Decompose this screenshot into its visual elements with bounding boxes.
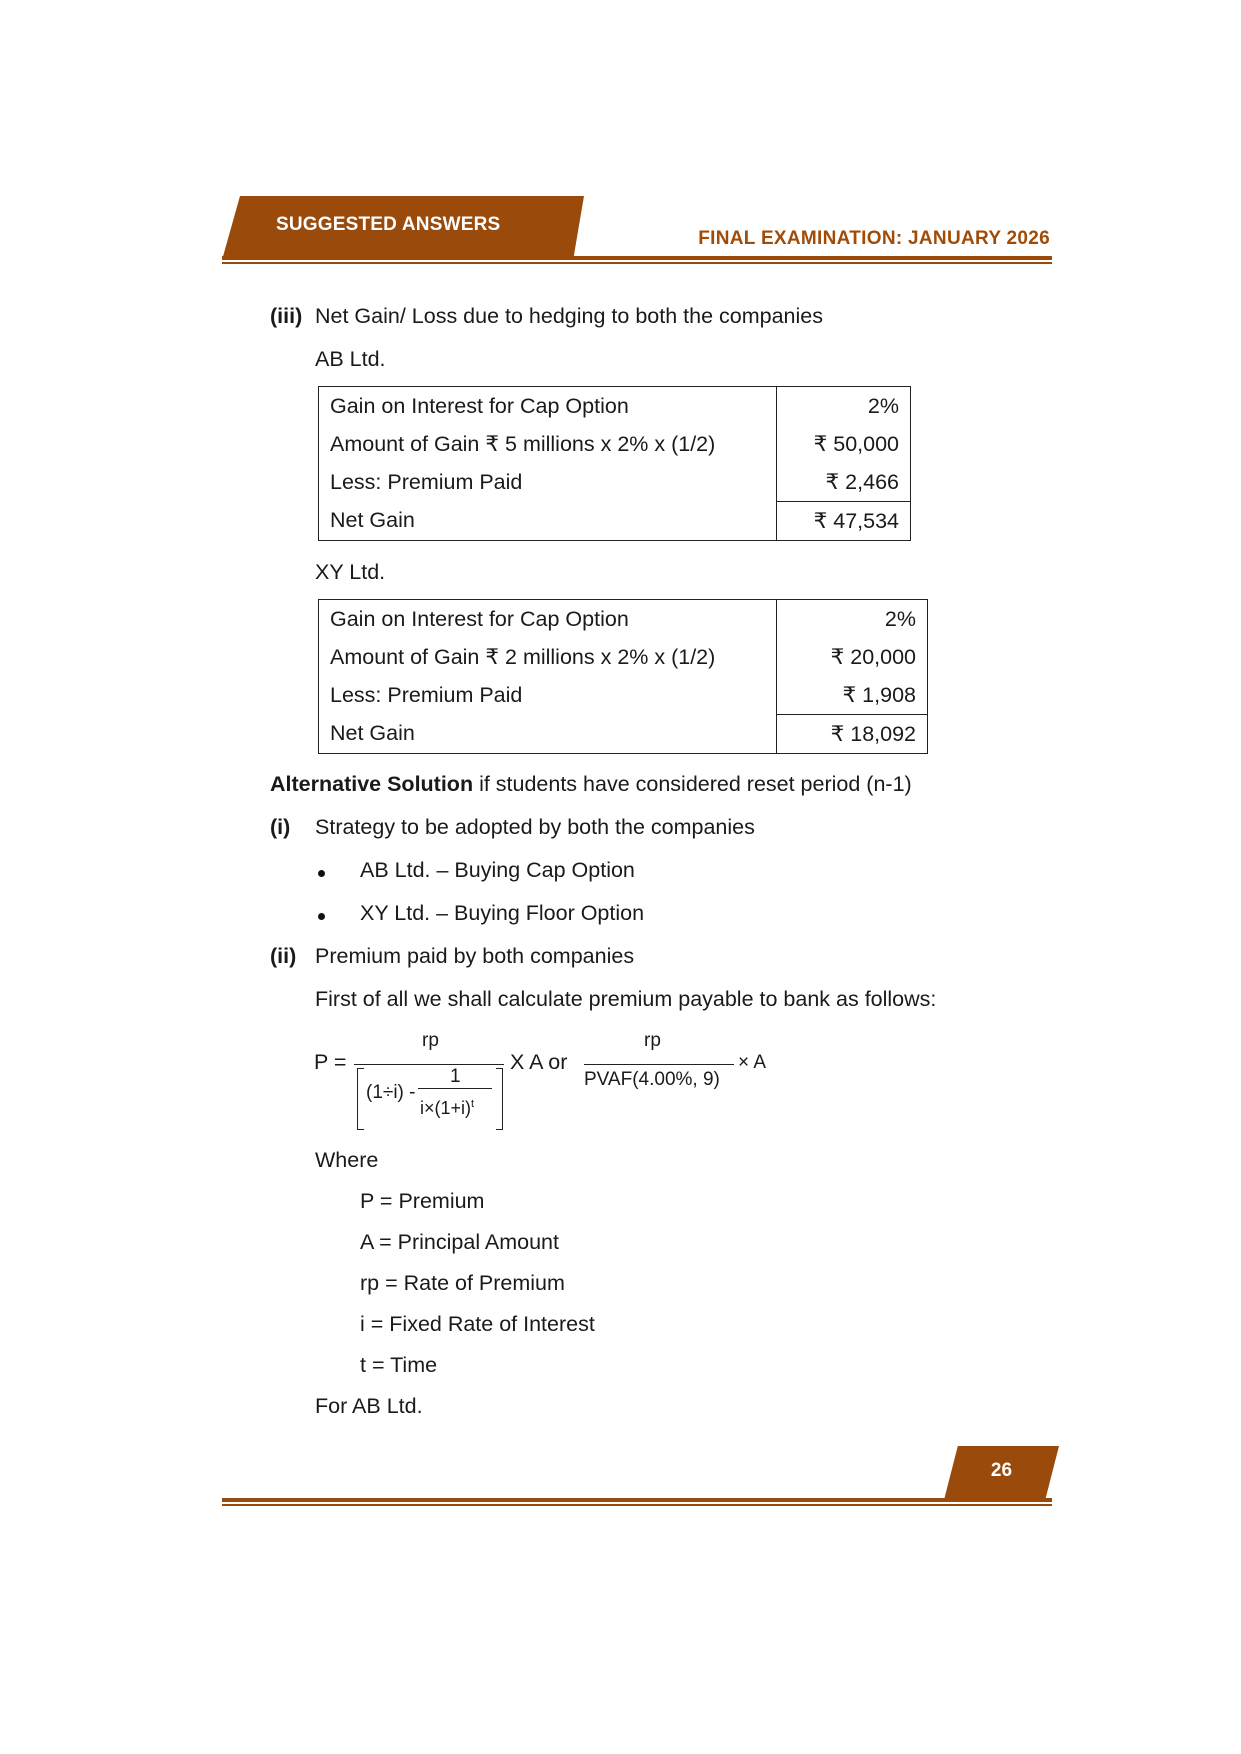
- footer-rule: [222, 1498, 1052, 1502]
- table-cell-value: ₹ 50,000: [777, 425, 911, 463]
- header-left-label: SUGGESTED ANSWERS: [276, 214, 501, 235]
- formula-denominator-2: PVAF(4.00%, 9): [584, 1069, 720, 1090]
- xy-company-label: XY Ltd.: [315, 560, 386, 584]
- formula-fraction-bar: [354, 1064, 504, 1065]
- section-iii-number: (iii): [270, 304, 303, 328]
- table-cell-label: Gain on Interest for Cap Option: [319, 600, 777, 639]
- table-row: [319, 600, 928, 639]
- table-row: [319, 715, 928, 754]
- formula-inner-numerator: 1: [450, 1066, 461, 1087]
- table-cell-label: Gain on Interest for Cap Option: [319, 387, 777, 426]
- definition-item: A = Principal Amount: [360, 1230, 559, 1254]
- table-cell-label: Amount of Gain ₹ 5 millions x 2% x (1/2): [319, 425, 777, 463]
- table-cell-label: Less: Premium Paid: [319, 676, 777, 715]
- table-cell-label: Less: Premium Paid: [319, 463, 777, 502]
- table-row: [319, 676, 928, 715]
- table-cell-label: Amount of Gain ₹ 2 millions x 2% x (1/2): [319, 638, 777, 676]
- definition-item: t = Time: [360, 1353, 438, 1377]
- section-i-number: (i): [270, 815, 291, 839]
- formula-bracket-right: [496, 1068, 503, 1130]
- formula-fraction-bar-2: [584, 1064, 734, 1065]
- bullet-item-xy: XY Ltd. – Buying Floor Option: [360, 901, 645, 925]
- table-row: [319, 638, 928, 676]
- formula-numerator-2: rp: [644, 1030, 661, 1051]
- where-label: Where: [315, 1148, 379, 1172]
- alternative-heading: Alternative Solution: [270, 772, 474, 796]
- table-row: [319, 502, 911, 541]
- formula-mid-text: X A or: [510, 1050, 568, 1074]
- bullet-icon: [318, 870, 325, 877]
- section-iii-title: Net Gain/ Loss due to hedging to both the companies: [315, 304, 823, 328]
- table-cell-label: Net Gain: [319, 715, 777, 754]
- header-rule: [222, 256, 1052, 260]
- header-rule-thin: [222, 262, 1052, 264]
- section-ii-title: Premium paid by both companies: [315, 944, 635, 968]
- formula-exponent: t: [471, 1098, 475, 1110]
- table-row: [319, 425, 911, 463]
- bullet-icon: [318, 913, 325, 920]
- formula-denominator-left: (1÷i) -: [366, 1082, 416, 1103]
- table-cell-value: 2%: [777, 387, 911, 426]
- table-cell-value: ₹ 18,092: [777, 715, 928, 754]
- section-ii-number: (ii): [270, 944, 297, 968]
- table-cell-value: 2%: [777, 600, 928, 639]
- table-cell-value: ₹ 20,000: [777, 638, 928, 676]
- ab-company-label: AB Ltd.: [315, 347, 386, 371]
- premium-formula: [314, 1030, 834, 1130]
- definition-item: i = Fixed Rate of Interest: [360, 1312, 595, 1336]
- section-ii-intro: First of all we shall calculate premium payable to bank as follows:: [315, 987, 937, 1011]
- table-cell-value: ₹ 47,534: [777, 502, 911, 541]
- footer-rule-thin: [222, 1504, 1052, 1506]
- table-cell-value: ₹ 2,466: [777, 463, 911, 502]
- ab-net-gain-table: [318, 386, 911, 541]
- definition-item: rp = Rate of Premium: [360, 1271, 565, 1295]
- page-number: 26: [990, 1460, 1013, 1481]
- formula-inner-fraction-bar: [418, 1088, 492, 1089]
- formula-lhs: P =: [314, 1050, 347, 1074]
- bullet-item-ab: AB Ltd. – Buying Cap Option: [360, 858, 635, 882]
- for-ab-label: For AB Ltd.: [315, 1394, 423, 1418]
- formula-inner-denominator: [420, 1098, 474, 1119]
- xy-net-gain-table: [318, 599, 928, 754]
- formula-bracket-left: [357, 1068, 364, 1130]
- formula-tail: × A: [738, 1052, 766, 1073]
- formula-inner-denominator-text: i×(1+i): [420, 1098, 472, 1118]
- alternative-solution-line: [270, 770, 912, 798]
- table-cell-value: ₹ 1,908: [777, 676, 928, 715]
- formula-numerator: rp: [422, 1030, 439, 1051]
- table-row: [319, 387, 911, 426]
- definition-item: P = Premium: [360, 1189, 485, 1213]
- table-row: [319, 463, 911, 502]
- table-cell-label: Net Gain: [319, 502, 777, 541]
- header-right-label: FINAL EXAMINATION: JANUARY 2026: [698, 228, 1050, 249]
- alternative-text: if students have considered reset period (n-1): [479, 772, 912, 796]
- section-i-title: Strategy to be adopted by both the companies: [315, 815, 755, 839]
